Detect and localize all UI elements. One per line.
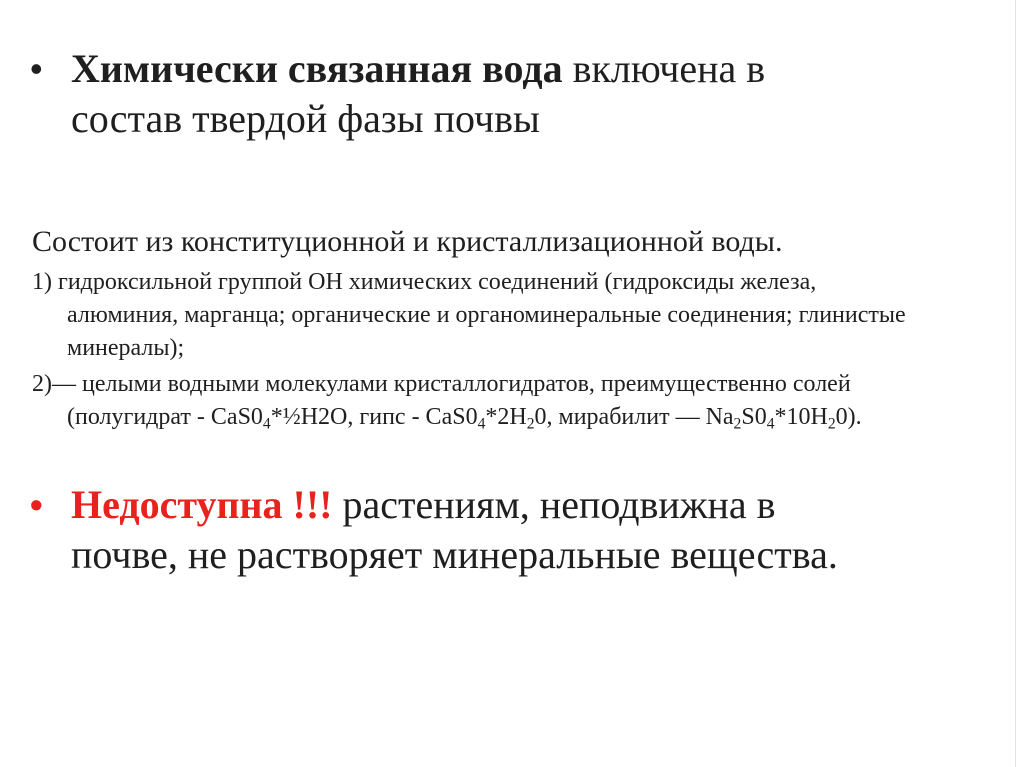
list-item-2-line1: 2)— целыми водными молекулами кристаллогидратов, преимущественно солей	[32, 371, 851, 397]
list-item-2	[32, 368, 982, 434]
bullet-marker: •	[30, 48, 43, 89]
formula-part: 0).	[835, 404, 862, 430]
bullet-text-line2: почве, не растворяет минеральные вещества.	[71, 532, 838, 577]
bullet-text	[71, 44, 930, 144]
formula-part: *½H2O, гипс - CaS0	[270, 404, 478, 430]
bullet-text-line2: состав твердой фазы почвы	[71, 96, 540, 141]
consists-of-heading: Состоит из конституционной и кристаллизационной воды.	[32, 225, 783, 258]
formula-subscript: 4	[766, 415, 775, 433]
bullet-unavailable	[30, 480, 930, 580]
bullet-text	[71, 480, 930, 580]
formula-subscript: 2	[526, 415, 535, 433]
list-item-1-line1: 1) гидроксильной группой ОН химических соединений (гидроксиды железа,	[32, 269, 817, 295]
list-item-1-line2: алюминия, марганца; органические и органоминеральные соединения; глинистые	[67, 302, 906, 328]
formula-part: 0, мирабилит — Na	[534, 404, 734, 430]
bullet-marker-red: •	[30, 484, 43, 525]
formula-subscript: 4	[262, 415, 271, 433]
bullet-text-rest: включена в	[562, 46, 766, 91]
bullet-red-emphasis: Недоступна !!!	[71, 482, 333, 527]
formula-subscript: 2	[827, 415, 836, 433]
formula-subscript: 4	[477, 415, 486, 433]
formula-part: S0	[741, 404, 767, 430]
bullet-text-rest: растениям, неподвижна в	[332, 482, 776, 527]
list-item-2-line2	[32, 401, 982, 434]
list-item-1	[32, 266, 982, 365]
bullet-bold-term: Химически связанная вода	[71, 46, 563, 91]
formula-part: *10H	[774, 404, 828, 430]
list-item-1-line3: минералы);	[67, 335, 185, 361]
formula-part: (полугидрат - CaS0	[67, 404, 263, 430]
slide-edge-divider	[1015, 0, 1016, 767]
formula-subscript: 2	[733, 415, 742, 433]
formula-part: *2H	[485, 404, 527, 430]
bullet-chemically-bound-water	[30, 44, 930, 144]
